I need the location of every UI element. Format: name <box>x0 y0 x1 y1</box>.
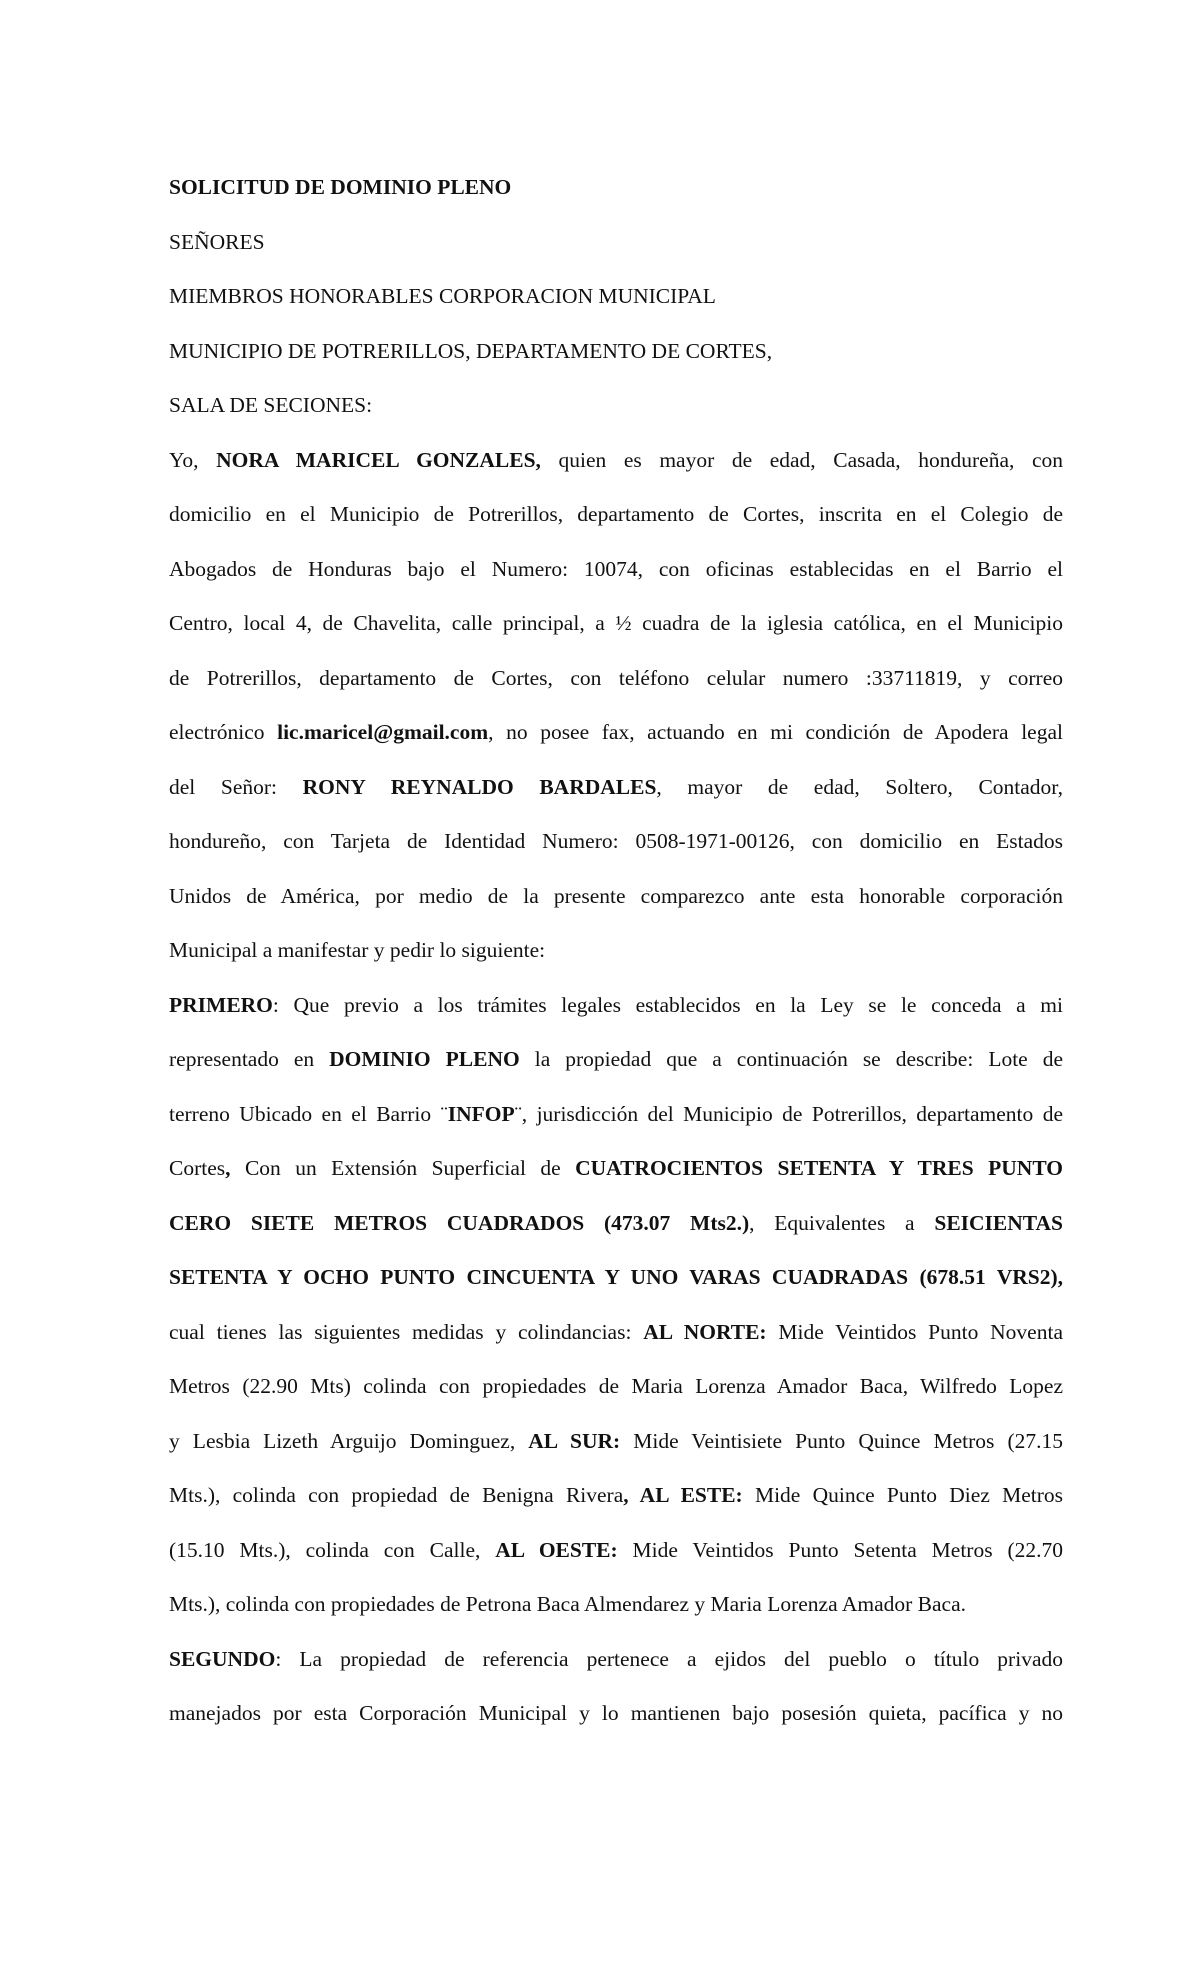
primero-line: Mts.), colinda con propiedad de Benigna Rivera, AL ESTE: Mide Quince Punto Diez Metros <box>169 1483 1063 1507</box>
primero-line: (15.10 Mts.), colinda con Calle, AL OESTE: Mide Veintidos Punto Setenta Metros (22.70 <box>169 1537 1063 1562</box>
address-line-municipio: MUNICIPIO DE POTRERILLOS, DEPARTAMENTO DE CORTES, <box>169 338 773 363</box>
segundo-line: SEGUNDO: La propiedad de referencia pertenece a ejidos del pueblo o título privado <box>169 1646 1063 1671</box>
applicant-name: NORA MARICEL GONZALES, <box>216 447 541 472</box>
intro-line: Abogados de Honduras bajo el Numero: 10074, con oficinas establecidas en el Barrio el <box>169 556 1063 581</box>
intro-line: Yo, NORA MARICEL GONZALES, quien es mayor de edad, Casada, hondureña, con <box>169 447 1063 472</box>
represented-name: RONY REYNALDO BARDALES <box>302 774 657 799</box>
primero-line: cual tienes las siguientes medidas y colindancias: AL NORTE: Mide Veintidos Punto Noventa <box>169 1319 1063 1344</box>
segundo-paragraph <box>169 1632 1063 1741</box>
primero-line: SETENTA Y OCHO PUNTO CINCUENTA Y UNO VARAS CUADRADAS (678.51 VRS2), <box>169 1265 1063 1289</box>
primero-label: PRIMERO <box>169 992 273 1017</box>
intro-line: Centro, local 4, de Chavelita, calle principal, a ½ cuadra de la iglesia católica, en el Municipio <box>169 611 1063 635</box>
primero-line: PRIMERO: Que previo a los trámites legales establecidos en la Ley se le conceda a mi <box>169 992 1063 1017</box>
intro-line: Unidos de América, por medio de la presente comparezco ante esta honorable corporación <box>169 883 1063 908</box>
primero-line: representado en DOMINIO PLENO la propiedad que a continuación se describe: Lote de <box>169 1047 1064 1071</box>
intro-line: Municipal a manifestar y pedir lo siguiente: <box>169 938 546 962</box>
intro-paragraph <box>169 433 1063 978</box>
address-line-senores: SEÑORES <box>169 229 265 254</box>
intro-line: del Señor: RONY REYNALDO BARDALES, mayor de edad, Soltero, Contador, <box>169 774 1063 799</box>
document-body <box>169 160 1063 1741</box>
primero-line: y Lesbia Lizeth Arguijo Dominguez, AL SUR: Mide Veintisiete Punto Quince Metros (27.15 <box>169 1428 1063 1453</box>
document-title: SOLICITUD DE DOMINIO PLENO <box>169 175 512 199</box>
primero-line: terreno Ubicado en el Barrio ¨INFOP¨, jurisdicción del Municipio de Potrerillos, departamento de <box>169 1101 1063 1126</box>
intro-line: domicilio en el Municipio de Potrerillos, departamento de Cortes, inscrita en el Colegio de <box>169 502 1063 526</box>
primero-paragraph <box>169 978 1063 1632</box>
intro-line: electrónico lic.maricel@gmail.com, no posee fax, actuando en mi condición de Apodera legal <box>169 720 1063 744</box>
address-line-sala: SALA DE SECIONES: <box>169 393 373 417</box>
segundo-line: manejados por esta Corporación Municipal y lo mantienen bajo posesión quieta, pacífica y no <box>169 1701 1063 1725</box>
intro-line: de Potrerillos, departamento de Cortes, con teléfono celular numero :33711819, y correo <box>169 665 1063 690</box>
segundo-label: SEGUNDO <box>169 1646 276 1671</box>
email-text: lic.maricel@gmail.com <box>277 720 489 744</box>
address-line-miembros: MIEMBROS HONORABLES CORPORACION MUNICIPAL <box>169 284 716 308</box>
primero-line: CERO SIETE METROS CUADRADOS (473.07 Mts2.), Equivalentes a SEICIENTAS <box>169 1210 1064 1235</box>
primero-line: Metros (22.90 Mts) colinda con propiedades de Maria Lorenza Amador Baca, Wilfredo Lopez <box>169 1374 1063 1398</box>
primero-line: Mts.), colinda con propiedades de Petrona Baca Almendarez y Maria Lorenza Amador Baca. <box>169 1592 966 1616</box>
intro-line: hondureño, con Tarjeta de Identidad Numero: 0508-1971-00126, con domicilio en Estados <box>169 829 1063 853</box>
primero-line: Cortes, Con un Extensión Superficial de CUATROCIENTOS SETENTA Y TRES PUNTO <box>169 1156 1063 1180</box>
